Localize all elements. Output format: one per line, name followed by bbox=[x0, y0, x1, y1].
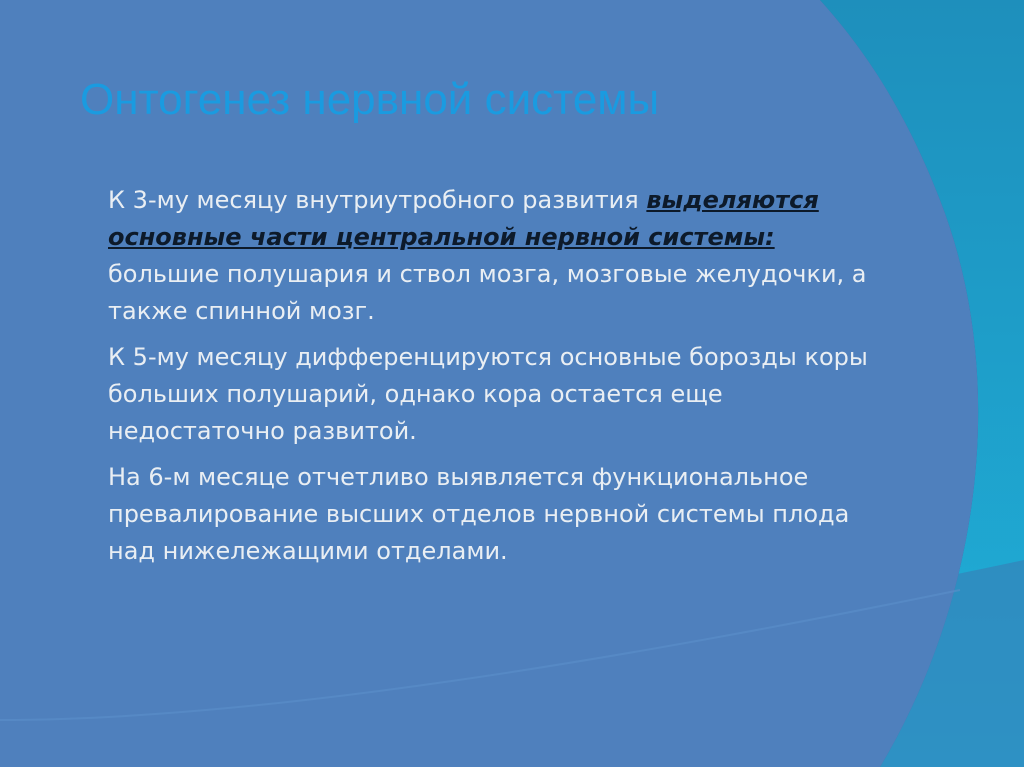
highlighted-phrase: выделяются основные части центральной нервной системы: bbox=[108, 186, 819, 251]
paragraph-month-5: К 5-му месяцу дифференцируются основные борозды коры больших полушарий, однако кора остается еще недостаточно развитой. bbox=[108, 343, 868, 445]
paragraph-month-3-rest: большие полушария и ствол мозга, мозговые желудочки, а также спинной мозг. bbox=[108, 260, 867, 325]
slide-title: Онтогенез нервной системы bbox=[80, 75, 660, 124]
paragraph-month-3 bbox=[108, 182, 868, 330]
paragraph-month-3-intro: К 3-му месяцу внутриутробного развития bbox=[108, 186, 647, 214]
slide-body bbox=[108, 182, 868, 579]
paragraph-month-6: На 6-м месяце отчетливо выявляется функциональное превалирование высших отделов нервной системы плода над нижележащими отделами. bbox=[108, 463, 850, 565]
